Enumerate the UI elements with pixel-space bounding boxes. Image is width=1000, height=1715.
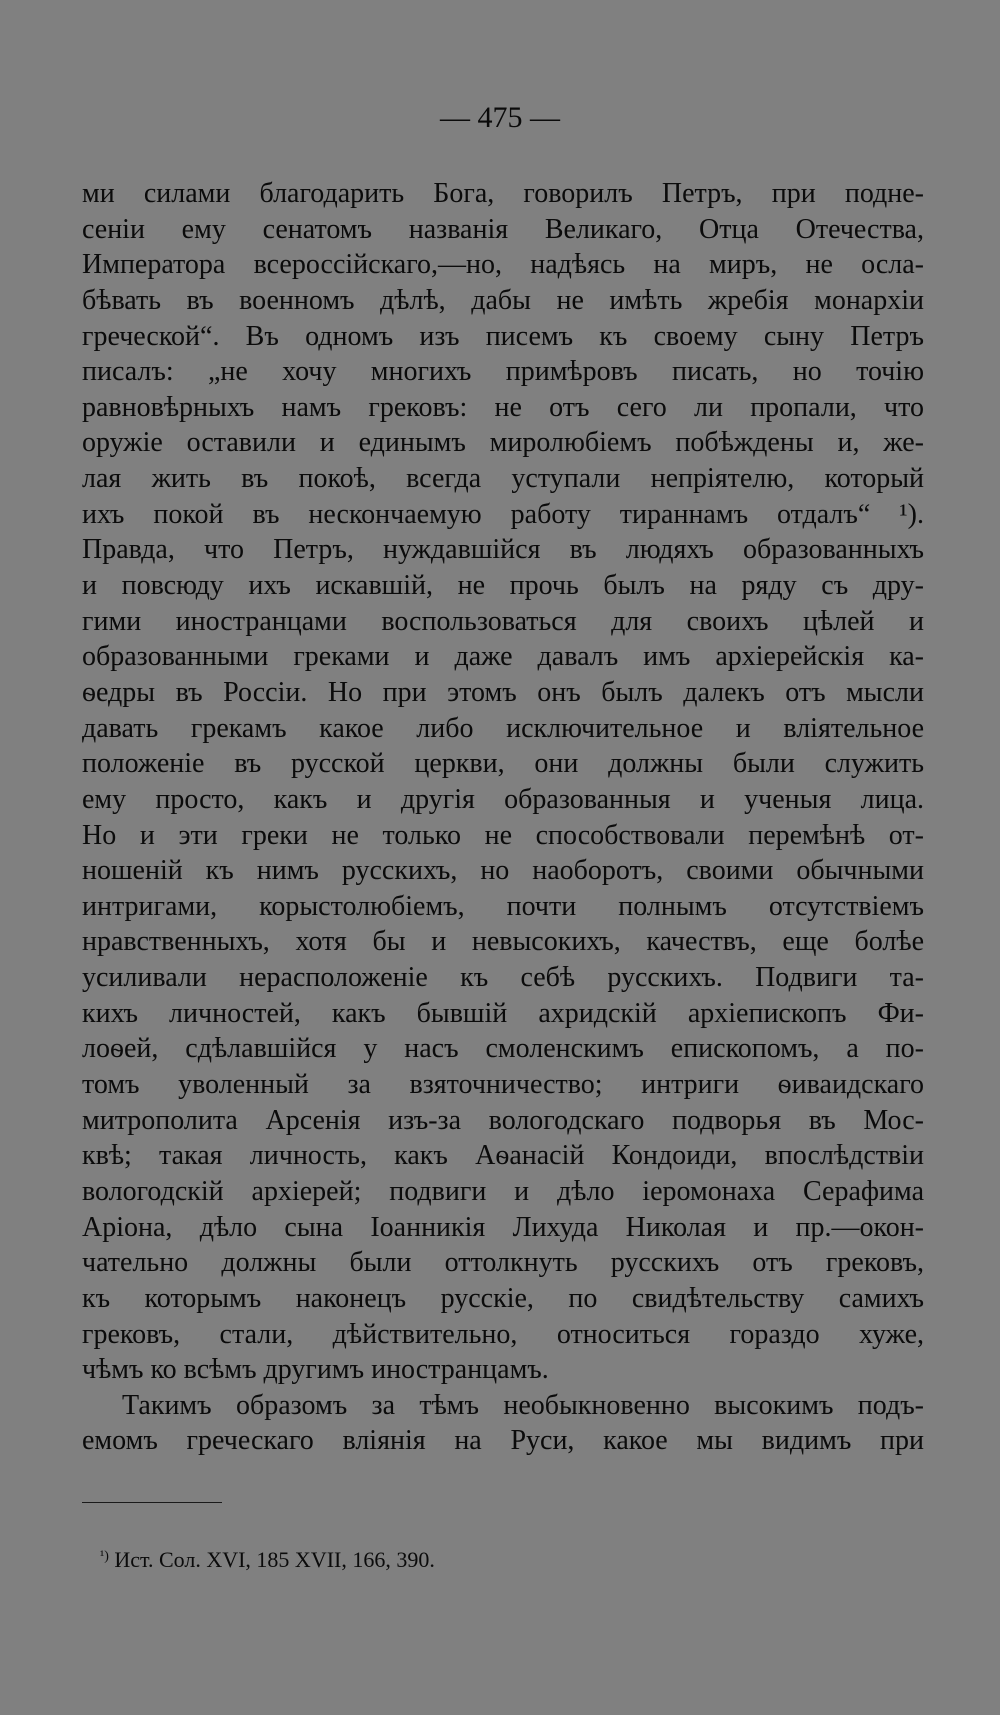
text-line: давать грекамъ какое либо исключительное и вліятельное xyxy=(82,712,924,744)
page-number: — 475 — xyxy=(440,101,560,134)
text-line: усиливали нерасположеніе къ себѣ русскихъ. Подвиги та- xyxy=(82,962,924,994)
text-line: ему просто, какъ и другія образованныя и ученыя лица. xyxy=(82,783,924,815)
text-line: интригами, корыстолюбіемъ, почти полнымъ отсутствіемъ xyxy=(82,890,924,922)
text-line: лоѳей, сдѣлавшійся у насъ смоленскимъ епископомъ, а по- xyxy=(82,1033,924,1065)
text-line: митрополита Арсенія изъ-за вологодскаго подворья въ Мос- xyxy=(82,1104,924,1136)
text-line: ѳедры въ Россіи. Но при этомъ онъ былъ далекъ отъ мысли xyxy=(82,676,924,708)
body-text xyxy=(82,176,924,1459)
text-line: ихъ покой въ нескончаемую работу тираннамъ отдалъ“ ¹). xyxy=(82,498,924,530)
text-line: ношеній къ нимъ русскихъ, но наоборотъ, своими обычными xyxy=(82,855,924,887)
text-line: Императора всероссійскаго,—но, надѣясь на миръ, не осла- xyxy=(82,249,924,281)
footnote-divider xyxy=(82,1502,222,1503)
text-line: лая жить въ покоѣ, всегда уступали непріятелю, который xyxy=(82,463,924,495)
text-line: квѣ; такая личность, какъ Аѳанасій Кондоиди, впослѣдствіи xyxy=(82,1140,924,1172)
text-line: емомъ греческаго вліянія на Руси, какое мы видимъ при xyxy=(82,1425,924,1457)
footnote-text: Ист. Сол. XVI, 185 XVII, 166, 390. xyxy=(108,1547,435,1572)
text-line: гими иностранцами воспользоваться для своихъ цѣлей и xyxy=(82,605,924,637)
text-line: томъ уволенный за взяточничество; интриги ѳиваидскаго xyxy=(82,1069,924,1101)
footnote-marker: ¹) xyxy=(100,1549,109,1564)
text-line: равновѣрныхъ намъ грековъ: не отъ сего ли пропали, что xyxy=(82,391,924,423)
text-line: положеніе въ русской церкви, они должны были служить xyxy=(82,748,924,780)
text-line-paragraph-end: чѣмъ ко всѣмъ другимъ иностранцамъ. xyxy=(82,1354,549,1386)
text-line-paragraph-start: Такимъ образомъ за тѣмъ необыкновенно высокимъ подъ- xyxy=(122,1389,924,1421)
text-line: грековъ, стали, дѣйствительно, относиться гораздо хуже, xyxy=(82,1318,924,1350)
text-line: бѣвать въ военномъ дѣлѣ, дабы не имѣть жребія монархіи xyxy=(82,284,924,316)
text-line: ми силами благодарить Бога, говорилъ Петръ, при подне- xyxy=(82,178,924,209)
text-line: Но и эти греки не только не способствовали перемѣнѣ от- xyxy=(82,819,924,851)
text-line: и повсюду ихъ искавшій, не прочь былъ на ряду съ дру- xyxy=(82,570,924,602)
text-line: Аріона, дѣло сына Іоанникія Лихуда Николая и пр.—окон- xyxy=(82,1211,924,1243)
text-line: греческой“. Въ одномъ изъ писемъ къ своему сыну Петръ xyxy=(82,320,924,352)
text-line: сеніи ему сенатомъ названія Великаго, Отца Отечества, xyxy=(82,213,924,245)
text-line: къ которымъ наконецъ русскіе, по свидѣтельству самихъ xyxy=(82,1282,924,1314)
text-line: оружіе оставили и единымъ миролюбіемъ побѣждены и, же- xyxy=(82,427,924,459)
text-line: писалъ: „не хочу многихъ примѣровъ писать, но точію xyxy=(82,356,924,388)
text-line: кихъ личностей, какъ бывшій ахридскій архіепископъ Фи- xyxy=(82,997,924,1029)
text-line: нравственныхъ, хотя бы и невысокихъ, качествъ, еще болѣе xyxy=(82,926,924,958)
text-line: вологодскій архіерей; подвиги и дѣло іеромонаха Серафима xyxy=(82,1175,924,1207)
text-line: Правда, что Петръ, нуждавшійся въ людяхъ образованныхъ xyxy=(82,534,924,566)
text-line: образованными греками и даже давалъ имъ архіерейскія ка- xyxy=(82,641,924,673)
text-line: чательно должны были оттолкнуть русскихъ отъ грековъ, xyxy=(82,1247,924,1279)
footnote xyxy=(100,1542,435,1575)
